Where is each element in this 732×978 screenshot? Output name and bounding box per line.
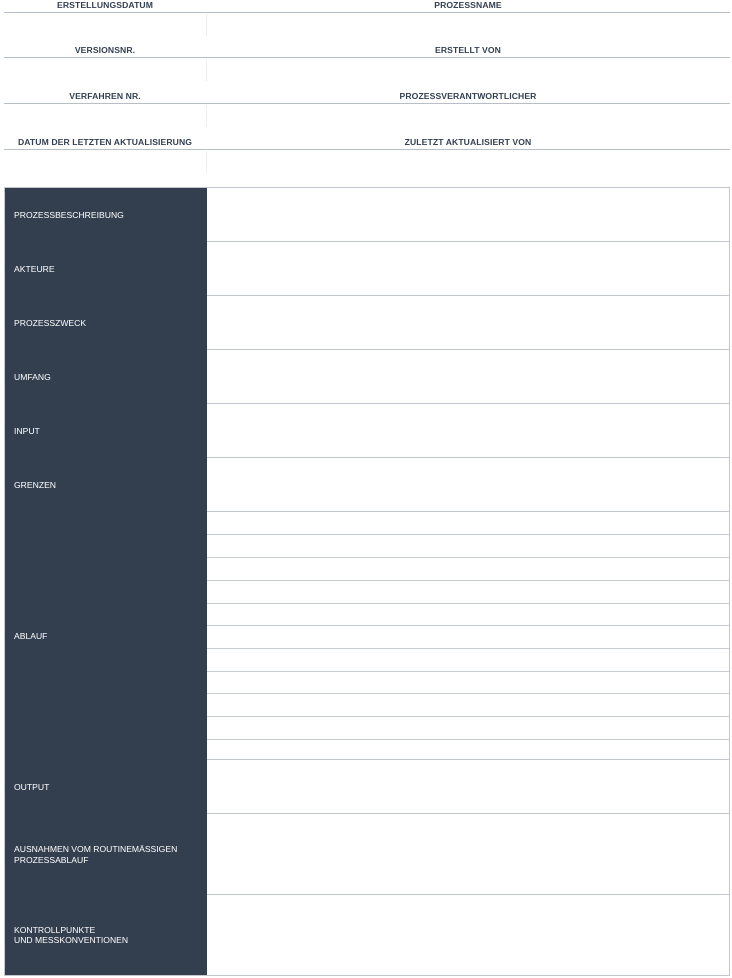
process-table [4, 187, 730, 976]
ablauf-step-line [207, 693, 729, 694]
meta-divider [4, 149, 730, 150]
label-versionsnr: VERSIONSNR. [74, 45, 136, 55]
prozessbeschreibung-field[interactable] [207, 188, 729, 242]
kontrollpunkte-field[interactable] [207, 895, 729, 975]
row-akteure [5, 242, 729, 296]
meta-divider [4, 57, 730, 58]
row-label-ablauf: ABLAUF [14, 630, 48, 641]
ablauf-step-line [207, 625, 729, 626]
ablauf-step-line [207, 671, 729, 672]
zuletzt-aktualisiert-von-field[interactable] [207, 151, 730, 173]
row-header [5, 296, 207, 350]
row-input [5, 404, 729, 458]
row-label-grenzen: GRENZEN [14, 479, 57, 490]
label-prozessname: PROZESSNAME [434, 0, 502, 10]
akteure-field[interactable] [207, 242, 729, 296]
ablauf-step-line [207, 534, 729, 535]
label-verfahren-nr: VERFAHREN NR. [69, 91, 141, 101]
label-prozessverantwortlicher: PROZESSVERANTWORTLICHER [399, 91, 537, 101]
row-prozesszweck [5, 296, 729, 350]
ablauf-step-line [207, 603, 729, 604]
meta-row-erstellungsdatum [4, 0, 730, 44]
row-label-input: INPUT [14, 425, 40, 436]
meta-divider [4, 12, 730, 13]
row-header [5, 760, 207, 814]
row-umfang [5, 350, 729, 404]
datum-letzte-aktualisierung-field[interactable] [4, 151, 206, 173]
ablauf-step-line [207, 648, 729, 649]
meta-row-versionsnr [4, 44, 730, 90]
row-header [5, 895, 207, 975]
row-prozessbeschreibung [5, 188, 729, 242]
ablauf-step-line [207, 739, 729, 740]
ablauf-step-line [207, 557, 729, 558]
row-ablauf [5, 512, 729, 760]
row-header [5, 188, 207, 242]
erstellt-von-field[interactable] [207, 59, 730, 81]
output-field[interactable] [207, 760, 729, 814]
row-label-prozessbeschreibung: PROZESSBESCHREIBUNG [14, 209, 124, 220]
label-erstellt-von: ERSTELLT VON [435, 45, 501, 55]
row-header [5, 350, 207, 404]
row-header [5, 242, 207, 296]
label-zuletzt-aktualisiert-von: ZULETZT AKTUALISIERT VON [404, 137, 532, 147]
ausnahmen-field[interactable] [207, 814, 729, 895]
ablauf-step-line [207, 716, 729, 717]
input-field[interactable] [207, 404, 729, 458]
prozessverantwortlicher-field[interactable] [207, 105, 730, 127]
prozessname-field[interactable] [207, 14, 730, 36]
row-label-umfang: UMFANG [14, 371, 51, 382]
umfang-field[interactable] [207, 350, 729, 404]
meta-divider [4, 103, 730, 104]
row-label-akteure: AKTEURE [14, 263, 55, 274]
row-label-prozesszweck: PROZESSZWECK [14, 317, 87, 328]
ablauf-step-line [207, 580, 729, 581]
label-erstellungsdatum: ERSTELLUNGSDATUM [57, 0, 153, 10]
row-header [5, 512, 207, 760]
grenzen-field[interactable] [207, 458, 729, 512]
row-header [5, 404, 207, 458]
prozesszweck-field[interactable] [207, 296, 729, 350]
verfahren-nr-field[interactable] [4, 105, 206, 127]
row-label-kontrollpunkte: KONTROLLPUNKTE UND MESSKONVENTIONEN [14, 924, 129, 945]
row-label-ausnahmen: AUSNAHMEN VOM ROUTINEMÄSSIGEN PROZESSABLAUF [14, 844, 178, 865]
row-header [5, 814, 207, 895]
row-grenzen [5, 458, 729, 512]
ablauf-field[interactable] [207, 512, 729, 760]
document-meta [4, 0, 730, 182]
row-ausnahmen [5, 814, 729, 895]
meta-row-verfahren-nr [4, 90, 730, 136]
label-datum-letzte-aktualisierung: DATUM DER LETZTEN AKTUALISIERUNG [17, 137, 193, 147]
row-header [5, 458, 207, 512]
versionsnr-field[interactable] [4, 59, 206, 81]
row-output [5, 760, 729, 814]
row-label-output: OUTPUT [14, 781, 50, 792]
row-kontrollpunkte [5, 895, 729, 975]
erstellungsdatum-field[interactable] [4, 14, 206, 36]
meta-row-letzte-aktualisierung [4, 136, 730, 182]
